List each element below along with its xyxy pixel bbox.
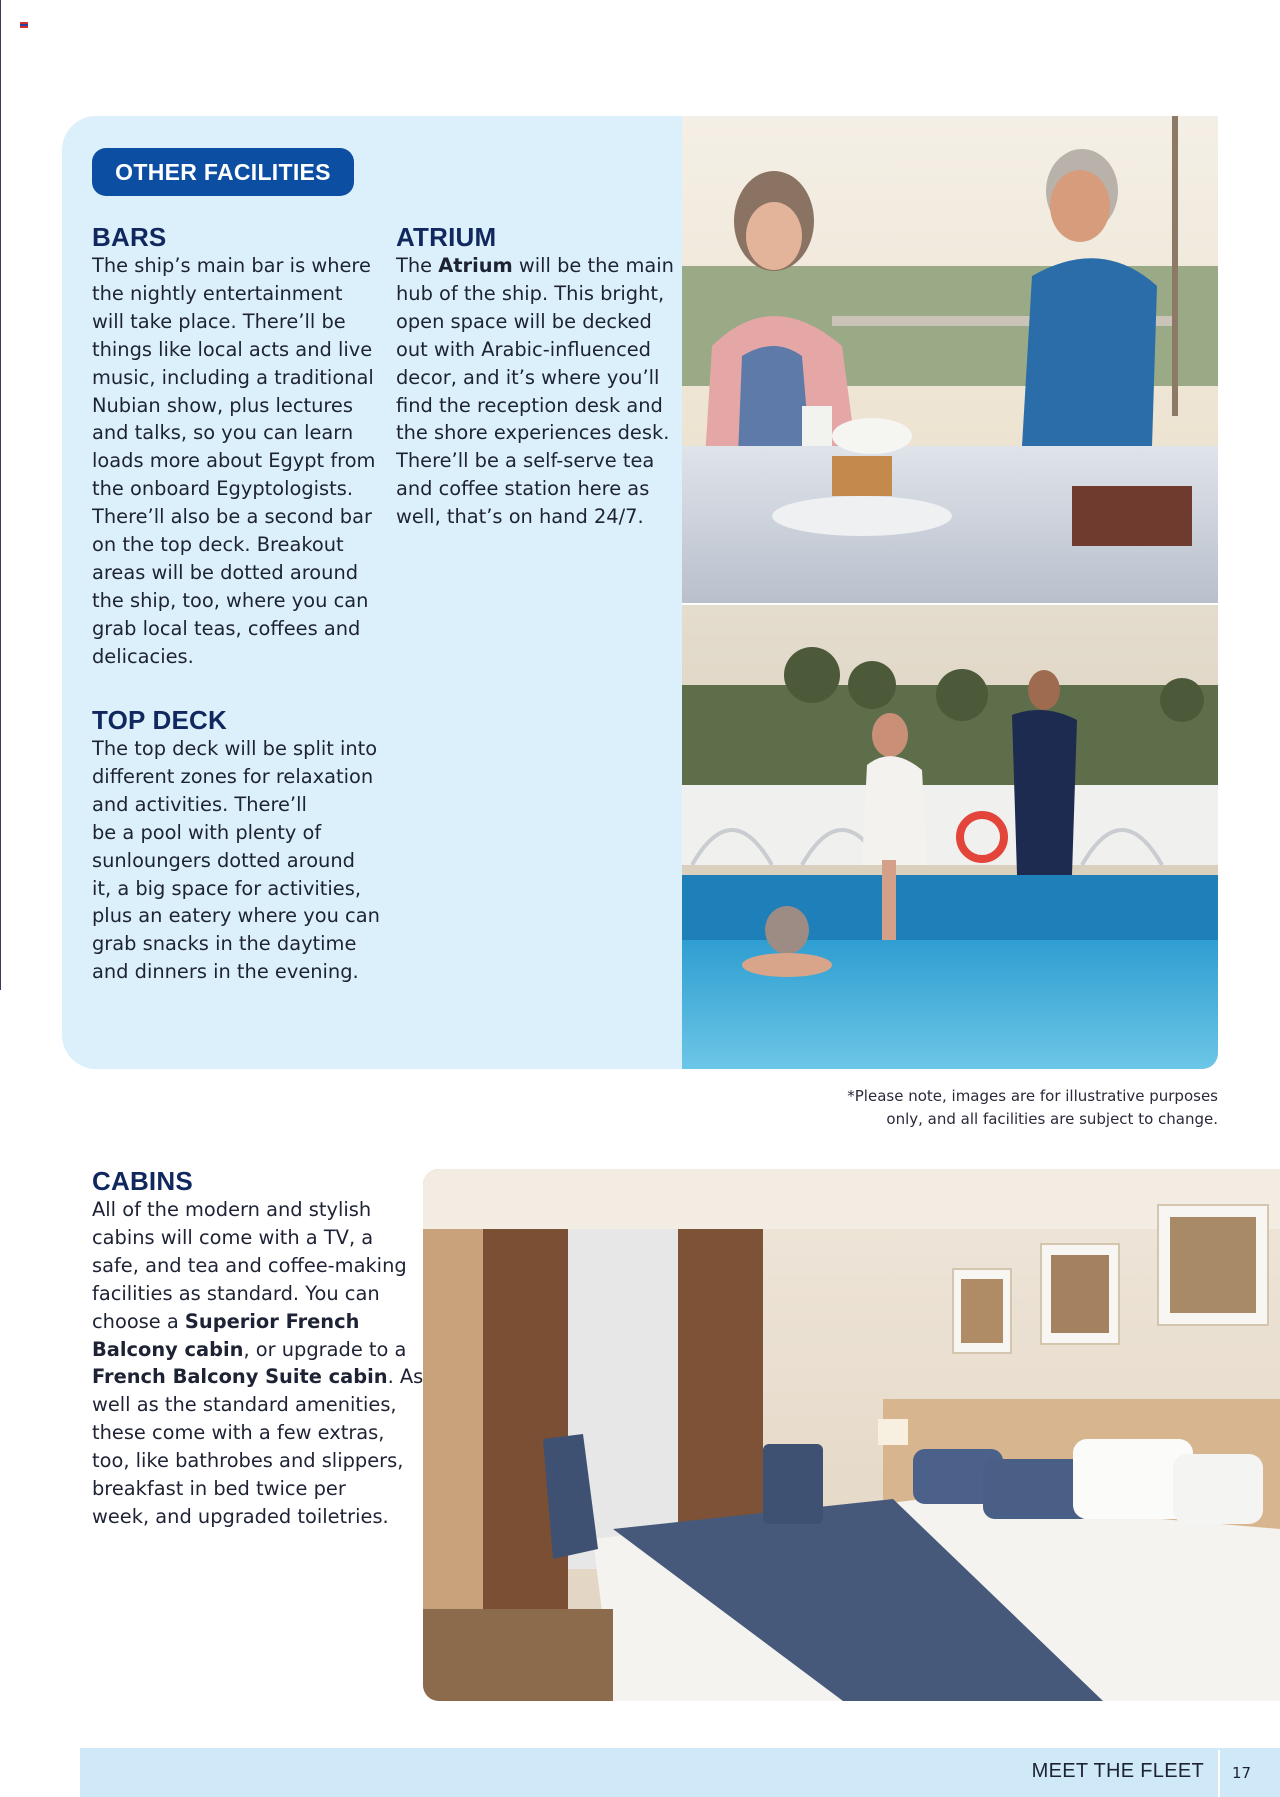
- bars-text-line: loads more about Egypt from: [92, 449, 376, 473]
- atrium-text: [396, 252, 674, 531]
- cabins-text-line: well as the standard amenities,: [92, 1393, 397, 1417]
- bars-text-line: things like local acts and live: [92, 337, 373, 361]
- bars-text-line: delicacies.: [92, 644, 194, 668]
- atrium-text-line: There’ll be a self-serve tea: [396, 449, 655, 473]
- top-deck-text-line: and dinners in the evening.: [92, 960, 359, 984]
- cabins-text: [92, 1196, 423, 1531]
- top-deck-text: [92, 735, 380, 986]
- bars-text-line: There’ll also be a second bar: [92, 505, 372, 529]
- cabins-text-line: , or upgrade to a: [243, 1337, 407, 1361]
- cabin-type-name: Superior French: [184, 1309, 360, 1333]
- bars-text-line: The ship’s main bar is where: [92, 254, 371, 277]
- top-deck-text-line: grab snacks in the daytime: [92, 932, 357, 956]
- cabins-text-line: All of the modern and stylish: [92, 1198, 372, 1221]
- top-deck-text-line: sunloungers dotted around: [92, 848, 355, 872]
- cabins-text-line: too, like bathrobes and slippers,: [92, 1449, 404, 1473]
- atrium-text-line: open space will be decked: [396, 309, 652, 333]
- note-line: *Please note, images are for illustrative purposes: [847, 1087, 1218, 1105]
- section-badge: OTHER FACILITIES: [92, 148, 354, 196]
- atrium-text-line: hub of the ship. This bright,: [396, 281, 665, 305]
- atrium-text-line: find the reception desk and: [396, 393, 663, 417]
- cabins-text-line: week, and upgraded toiletries.: [92, 1504, 389, 1528]
- cabins-text-line: breakfast in bed twice per: [92, 1477, 346, 1501]
- cabins-text-line: safe, and tea and coffee-making: [92, 1253, 407, 1277]
- bars-text-line: on the top deck. Breakout: [92, 533, 344, 557]
- top-deck-heading: TOP DECK: [92, 705, 228, 735]
- footer-divider: [1218, 1750, 1220, 1797]
- cabin-type-name: Balcony cabin: [92, 1337, 244, 1361]
- atrium-text-line: will be the main: [512, 254, 674, 277]
- top-deck-text-line: different zones for relaxation: [92, 764, 374, 788]
- cabins-text-line: choose a: [92, 1309, 185, 1333]
- bars-text-line: the ship, too, where you can: [92, 588, 369, 612]
- bars-text-line: grab local teas, coffees and: [92, 616, 361, 640]
- bars-text: [92, 252, 375, 671]
- bars-text-line: and talks, so you can learn: [92, 421, 354, 445]
- section-label: MEET THE FLEET: [1031, 1760, 1204, 1782]
- disclaimer-note: [847, 1085, 1218, 1131]
- bars-text-line: the onboard Egyptologists.: [92, 477, 354, 501]
- cabins-text-line: . As: [387, 1365, 424, 1389]
- top-deck-text-line: The top deck will be split into: [92, 737, 378, 760]
- atrium-text-line: well, that’s on hand 24/7.: [396, 505, 644, 529]
- page-edge-line: [0, 0, 1, 990]
- cabins-heading: CABINS: [92, 1166, 193, 1196]
- atrium-text-line: out with Arabic-influenced: [396, 337, 651, 361]
- cabins-text-line: facilities as standard. You can: [92, 1281, 380, 1305]
- bars-text-line: the nightly entertainment: [92, 281, 343, 305]
- atrium-heading: ATRIUM: [396, 222, 497, 252]
- pool-deck-photo: [682, 605, 1218, 1069]
- atrium-text-line: and coffee station here as: [396, 477, 650, 501]
- top-deck-text-line: and activities. There’ll: [92, 792, 307, 816]
- bars-heading: BARS: [92, 222, 167, 252]
- bars-text-line: areas will be dotted around: [92, 560, 359, 584]
- page-number: 17: [1232, 1764, 1252, 1782]
- cabin-type-name: French Balcony Suite cabin: [92, 1365, 388, 1389]
- top-deck-text-line: plus an eatery where you can: [92, 904, 380, 928]
- cafe-couple-photo: [682, 116, 1218, 603]
- flag-icon: [20, 22, 28, 28]
- top-deck-text-line: it, a big space for activities,: [92, 876, 361, 900]
- atrium-bold: Atrium: [438, 254, 513, 277]
- cabin-photo: [423, 1169, 1280, 1701]
- bars-text-line: Nubian show, plus lectures: [92, 393, 353, 417]
- cabins-text-line: these come with a few extras,: [92, 1421, 385, 1445]
- atrium-text-line: the shore experiences desk.: [396, 421, 670, 445]
- top-deck-text-line: be a pool with plenty of: [92, 820, 322, 844]
- bars-text-line: music, including a traditional: [92, 365, 374, 389]
- atrium-text-line: The: [396, 254, 439, 277]
- cabins-text-line: cabins will come with a TV, a: [92, 1225, 374, 1249]
- atrium-text-line: decor, and it’s where you’ll: [396, 365, 660, 389]
- note-line: only, and all facilities are subject to change.: [886, 1110, 1218, 1128]
- bars-text-line: will take place. There’ll be: [92, 309, 346, 333]
